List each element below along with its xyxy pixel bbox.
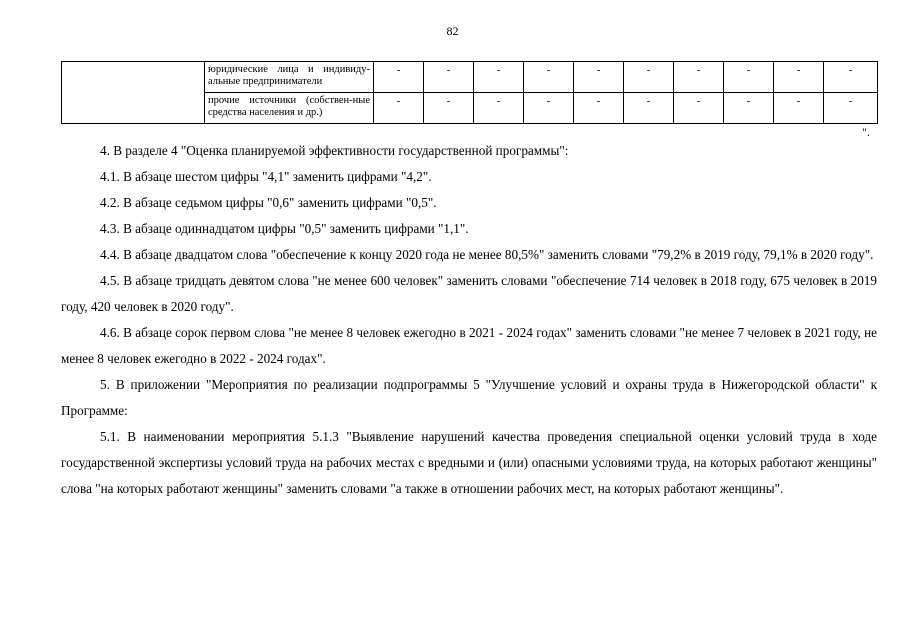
paragraph-4-3: 4.3. В абзаце одиннадцатом цифры "0,5" заменить цифрами "1,1". (100, 221, 469, 236)
table-row (62, 62, 878, 93)
table-cell: - (474, 62, 524, 93)
table-cell: - (424, 93, 474, 124)
table-cell: - (474, 93, 524, 124)
funding-source-cell: юридические лица и индивиду-альные предприниматели (205, 62, 374, 93)
paragraph-4-1: 4.1. В абзаце шестом цифры "4,1" заменить цифрами "4,2". (100, 169, 432, 184)
document-body (61, 138, 877, 502)
table-cell: - (824, 93, 878, 124)
paragraph-section-5: 5. В приложении "Мероприятия по реализации подпрограммы 5 "Улучшение условий и охраны труда в Нижегородской области" к Программе: (61, 377, 877, 418)
paragraph-4-6: 4.6. В абзаце сорок первом слова "не менее 8 человек ежегодно в 2021 - 2024 годах" заменить словами "не менее 7 человек в 2021 году, не менее 8 человек ежегодно в 2022 - 2024 годах". (61, 325, 877, 366)
table-cell: - (724, 62, 774, 93)
table-cell: - (674, 93, 724, 124)
table-cell: - (424, 62, 474, 93)
table-cell: - (774, 93, 824, 124)
table-cell: - (824, 62, 878, 93)
closing-quote-mark: ". (862, 125, 870, 139)
table-cell: - (774, 62, 824, 93)
table-cell: - (624, 62, 674, 93)
financing-table (61, 61, 878, 124)
table-cell: - (374, 93, 424, 124)
table-cell: - (574, 62, 624, 93)
paragraph-4-5: 4.5. В абзаце тридцать девятом слова "не менее 600 человек" заменить словами "обеспечение 714 человек в 2018 году, 675 человек в 2019 году, 420 человек в 2020 году". (61, 273, 877, 314)
paragraph-5-1: 5.1. В наименовании мероприятия 5.1.3 "Выявление нарушений качества проведения специальной оценки условий труда в ходе государственной экспертизы условий труда на рабочих местах с вредными и (или) опасными условиями труда, на которых работают женщины" слова "на которых работают женщины" заменить словами "а также в отношении рабочих мест, на которых работают женщины". (61, 429, 877, 496)
paragraph-section-4: 4. В разделе 4 "Оценка планируемой эффективности государственной программы": (100, 143, 569, 158)
table-cell: - (574, 93, 624, 124)
paragraph-4-2: 4.2. В абзаце седьмом цифры "0,6" заменить цифрами "0,5". (100, 195, 437, 210)
table-cell: - (724, 93, 774, 124)
funding-source-cell: прочие источники (собствен-ные средства населения и др.) (205, 93, 374, 124)
table-empty-cell (62, 62, 205, 124)
page-number: 82 (446, 24, 459, 38)
table-cell: - (674, 62, 724, 93)
table-cell: - (524, 93, 574, 124)
paragraph-4-4: 4.4. В абзаце двадцатом слова "обеспечение к концу 2020 года не менее 80,5%" заменить словами "79,2% в 2019 году, 79,1% в 2020 году". (100, 247, 874, 262)
table-cell: - (374, 62, 424, 93)
table-cell: - (624, 93, 674, 124)
table-cell: - (524, 62, 574, 93)
